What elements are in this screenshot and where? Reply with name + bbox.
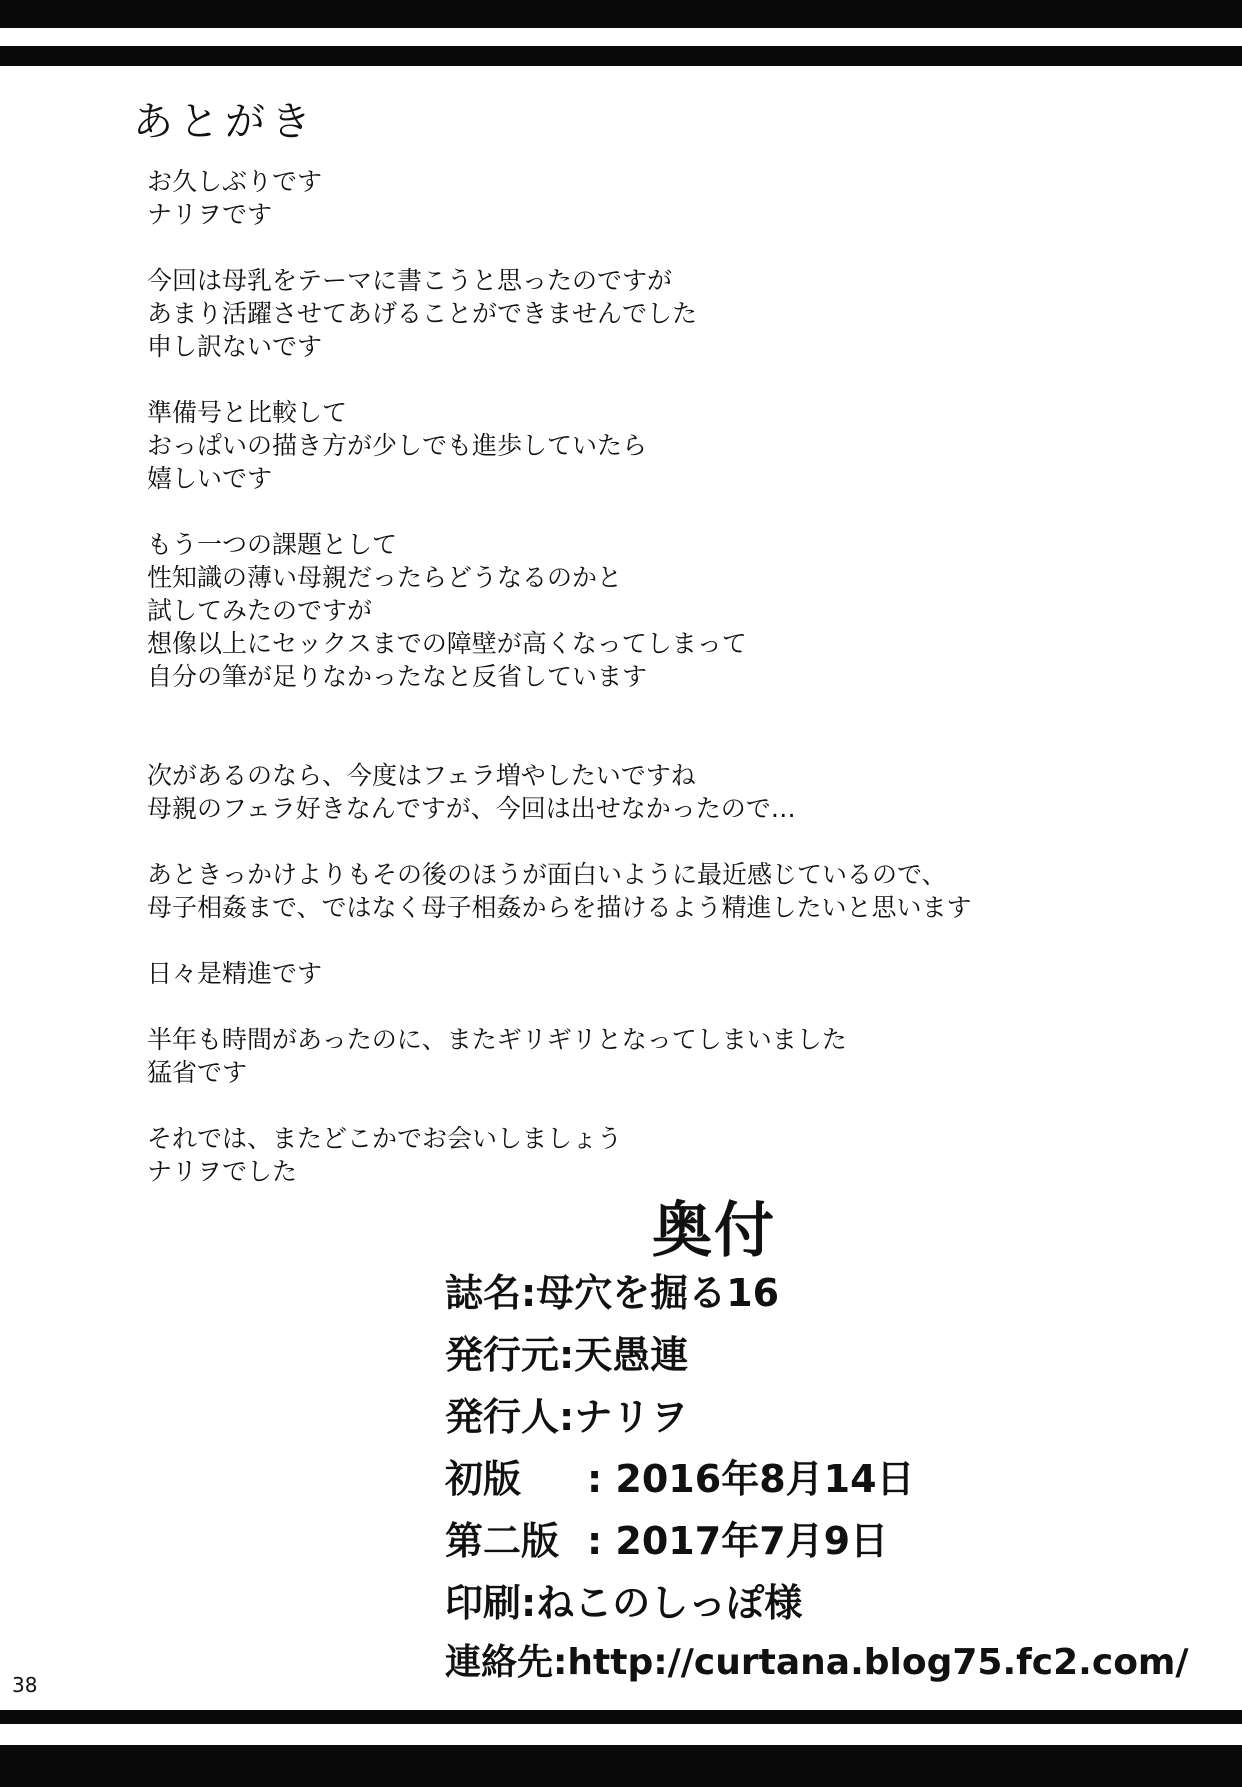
colophon-author-label: 発行人: <box>445 1395 575 1439</box>
afterword-line: 母子相姦まで、ではなく母子相姦からを描けるよう精進したいと思います <box>147 893 972 922</box>
afterword-paragraph <box>147 1122 1147 1188</box>
colophon-publisher-label: 発行元: <box>445 1333 575 1377</box>
afterword-paragraph <box>147 165 1147 231</box>
afterword-line: 母親のフェラ好きなんですが、今回は出せなかったので… <box>147 794 796 823</box>
colophon-printer-value: ねこのしっぽ様 <box>536 1581 803 1625</box>
colophon-first-edition-row <box>445 1448 1189 1510</box>
afterword-line: 準備号と比較して <box>147 398 348 427</box>
colophon-title-label: 誌名: <box>445 1271 537 1315</box>
colophon-contact-row <box>445 1634 1189 1696</box>
afterword-line: 猛省です <box>147 1058 248 1087</box>
afterword-line: ナリヲです <box>147 200 273 229</box>
afterword-line: 今回は母乳をテーマに書こうと思ったのですが <box>147 266 673 295</box>
page-number: 38 <box>12 1673 38 1697</box>
afterword-line: 嬉しいです <box>147 464 273 493</box>
colophon-second-edition-label: 第二版 <box>445 1519 560 1563</box>
bottom-border-bar-inner <box>0 1710 1242 1724</box>
colophon-second-edition-row <box>445 1510 1189 1572</box>
afterword-paragraph <box>147 528 1147 693</box>
afterword-paragraph <box>147 759 1147 825</box>
colophon-heading: 奥付 <box>652 1196 776 1266</box>
afterword-line: おっぱいの描き方が少しでも進歩していたら <box>147 431 648 460</box>
colophon-first-edition-label: 初版 <box>445 1457 522 1501</box>
afterword-title: あとがき <box>133 99 317 145</box>
top-border-bar <box>0 0 1242 28</box>
afterword-line: 自分の筆が足りなかったなと反省しています <box>147 662 648 691</box>
afterword-line: それでは、またどこかでお会いしましょう <box>147 1124 623 1153</box>
colophon-printer-label: 印刷: <box>445 1581 537 1625</box>
colophon-author-value: ナリヲ <box>574 1395 689 1439</box>
colophon-author-row <box>445 1386 1189 1448</box>
colophon-title-value: 母穴を掘る16 <box>536 1271 780 1315</box>
colophon-printer-row <box>445 1572 1189 1634</box>
afterword-line: 性知識の薄い母親だったらどうなるのかと <box>147 563 623 592</box>
afterword-body <box>147 165 1147 1221</box>
colophon-second-edition-value: : 2017年7月9日 <box>587 1519 889 1563</box>
colophon-publisher-row <box>445 1324 1189 1386</box>
afterword-line: あまり活躍させてあげることができませんでした <box>147 299 698 328</box>
afterword-line: 想像以上にセックスまでの障壁が高くなってしまって <box>147 629 747 658</box>
afterword-line: 日々是精進です <box>147 959 323 988</box>
afterword-line: お久しぶりです <box>147 167 323 196</box>
afterword-line: 申し訳ないです <box>147 332 323 361</box>
afterword-line: 次があるのなら、今度はフェラ増やしたいですね <box>147 761 696 790</box>
colophon-publisher-value: 天愚連 <box>574 1333 689 1377</box>
afterword-paragraph <box>147 957 1147 990</box>
afterword-paragraph <box>147 858 1147 924</box>
afterword-paragraph <box>147 1023 1147 1089</box>
colophon-contact-label: 連絡先: <box>445 1642 568 1683</box>
afterword-line: あときっかけよりもその後のほうが面白いように最近感じているので、 <box>147 860 947 889</box>
afterword-paragraph <box>147 264 1147 363</box>
colophon-list <box>445 1262 1189 1696</box>
afterword-line: 半年も時間があったのに、またギリギリとなってしまいました <box>147 1025 847 1054</box>
afterword-line: ナリヲでした <box>147 1157 298 1186</box>
colophon-title-row <box>445 1262 1189 1324</box>
colophon-first-edition-value: : 2016年8月14日 <box>587 1457 915 1501</box>
afterword-paragraph <box>147 396 1147 495</box>
top-border-bar-inner <box>0 46 1242 66</box>
afterword-line: もう一つの課題として <box>147 530 398 559</box>
afterword-line: 試してみたのですが <box>147 596 373 625</box>
colophon-contact-url: http://curtana.blog75.fc2.com/ <box>567 1642 1189 1683</box>
bottom-border-bar <box>0 1745 1242 1787</box>
